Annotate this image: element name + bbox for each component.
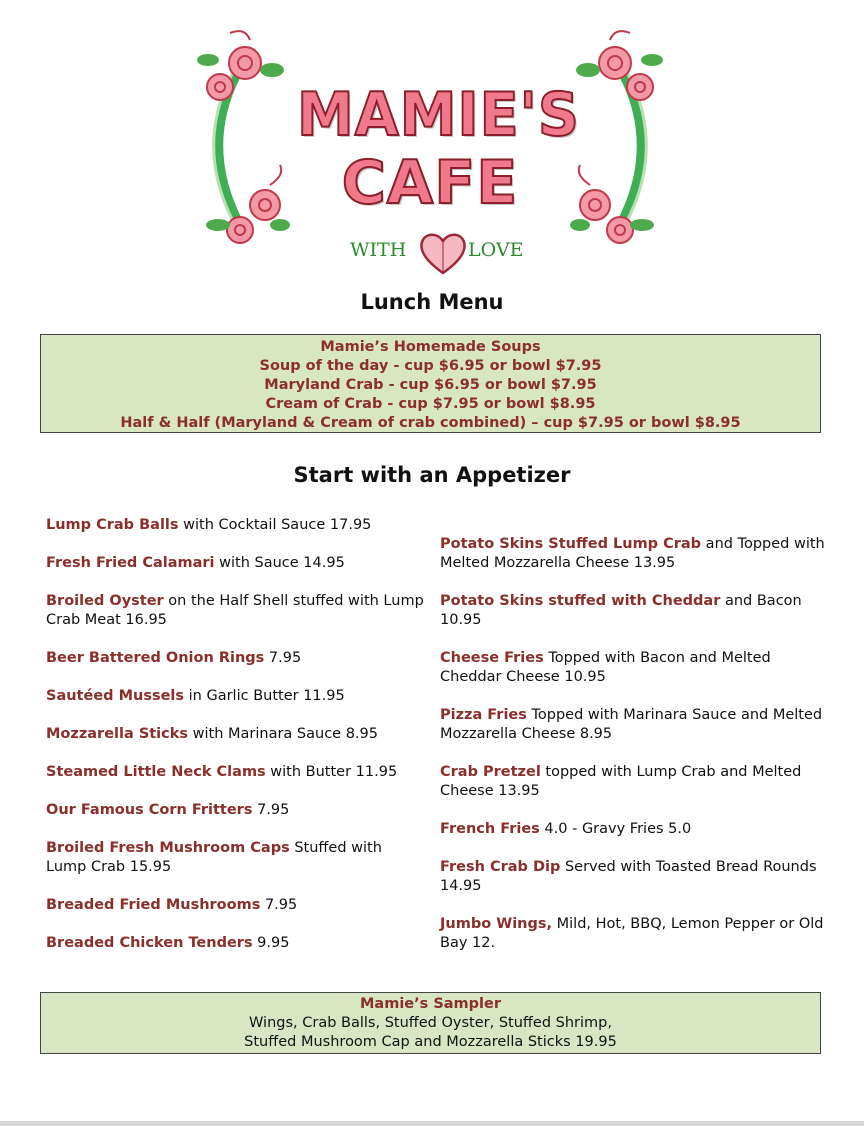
- item-desc: 7.95: [252, 802, 290, 818]
- menu-item: [440, 858, 830, 896]
- item-desc: with Marinara Sauce 8.95: [188, 726, 378, 742]
- menu-item: [46, 687, 426, 706]
- menu-item: [440, 535, 830, 573]
- soup-line: Maryland Crab - cup $6.95 or bowl $7.95: [264, 377, 597, 393]
- item-name: Pizza Fries: [440, 707, 527, 723]
- rose-flourish-icon: [570, 25, 670, 255]
- soups-box: [40, 334, 821, 433]
- item-desc: in Garlic Butter 11.95: [184, 688, 345, 704]
- item-name: Breaded Fried Mushrooms: [46, 897, 261, 913]
- item-name: Mozzarella Sticks: [46, 726, 189, 742]
- item-desc: 7.95: [260, 897, 298, 913]
- soup-line: Half & Half (Maryland & Cream of crab combined) – cup $7.95 or bowl $8.95: [120, 415, 741, 431]
- item-desc: topped with Lump Crab and Melted Cheese 13.95: [440, 764, 802, 799]
- menu-item: [46, 934, 426, 953]
- soup-line: Cream of Crab - cup $7.95 or bowl $8.95: [265, 396, 596, 412]
- menu-item: [46, 554, 426, 573]
- logo-with-text: WITH: [350, 239, 407, 261]
- soups-heading: Mamie’s Homemade Soups: [320, 339, 541, 355]
- item-desc: 9.95: [252, 935, 290, 951]
- item-name: Fresh Fried Calamari: [46, 555, 215, 571]
- soup-line: Soup of the day - cup $6.95 or bowl $7.95: [259, 358, 602, 374]
- menu-title: Lunch Menu: [360, 290, 504, 314]
- item-name: Fresh Crab Dip: [440, 859, 561, 875]
- item-name: Lump Crab Balls: [46, 517, 179, 533]
- menu-item: [440, 706, 830, 744]
- menu-item: [46, 725, 426, 744]
- item-name: Beer Battered Onion Rings: [46, 650, 265, 666]
- sampler-title: Mamie’s Sampler: [360, 996, 501, 1012]
- appetizer-column-left: [46, 516, 426, 972]
- item-desc: Topped with Marinara Sauce and Melted Mozzarella Cheese 8.95: [440, 707, 823, 742]
- menu-item: [46, 592, 426, 630]
- item-name: Breaded Chicken Tenders: [46, 935, 253, 951]
- menu-item: [46, 896, 426, 915]
- logo-love-text: LOVE: [468, 239, 524, 261]
- item-desc: with Sauce 14.95: [214, 555, 345, 571]
- item-desc: Stuffed with Lump Crab 15.95: [46, 840, 382, 875]
- sampler-line-2: Stuffed Mushroom Cap and Mozzarella Sticks 19.95: [244, 1034, 617, 1050]
- item-name: Potato Skins Stuffed Lump Crab: [440, 536, 702, 552]
- item-desc: 7.95: [264, 650, 302, 666]
- menu-item: [440, 592, 830, 630]
- menu-item: [440, 820, 830, 839]
- item-desc: Served with Toasted Bread Rounds 14.95: [440, 859, 817, 894]
- item-name: Our Famous Corn Fritters: [46, 802, 253, 818]
- item-name: Sautéed Mussels: [46, 688, 185, 704]
- item-name: Broiled Fresh Mushroom Caps: [46, 840, 290, 856]
- item-desc: on the Half Shell stuffed with Lump Crab Meat 16.95: [46, 593, 424, 628]
- item-name: Broiled Oyster: [46, 593, 164, 609]
- menu-item: [46, 516, 426, 535]
- sampler-line-1: Wings, Crab Balls, Stuffed Oyster, Stuffed Shrimp,: [249, 1015, 612, 1031]
- item-name: Steamed Little Neck Clams: [46, 764, 266, 780]
- menu-item: [46, 801, 426, 820]
- item-desc: and Bacon 10.95: [440, 593, 802, 628]
- item-desc: and Topped with Melted Mozzarella Cheese 13.95: [440, 536, 825, 571]
- item-desc: with Cocktail Sauce 17.95: [178, 517, 372, 533]
- page-bottom-divider: [0, 1121, 864, 1126]
- item-name: Crab Pretzel: [440, 764, 541, 780]
- sampler-box: [40, 992, 821, 1054]
- item-desc: 4.0 - Gravy Fries 5.0: [539, 821, 692, 837]
- item-desc: Topped with Bacon and Melted Cheddar Cheese 10.95: [440, 650, 771, 685]
- logo-line-2: CAFE: [341, 148, 519, 218]
- cafe-logo: [190, 25, 670, 280]
- item-name: Jumbo Wings,: [440, 916, 553, 932]
- menu-item: [46, 763, 426, 782]
- menu-item: [440, 915, 830, 953]
- logo-line-1: MAMIE'S: [297, 80, 580, 150]
- appetizer-title: Start with an Appetizer: [293, 463, 571, 487]
- item-name: Cheese Fries: [440, 650, 544, 666]
- item-desc: Mild, Hot, BBQ, Lemon Pepper or Old Bay 12.: [440, 916, 824, 951]
- item-name: French Fries: [440, 821, 540, 837]
- heart-icon: [418, 231, 468, 275]
- menu-item: [46, 649, 426, 668]
- menu-item: [440, 649, 830, 687]
- appetizer-column-right: [440, 535, 830, 972]
- menu-item: [46, 839, 426, 877]
- item-desc: with Butter 11.95: [265, 764, 398, 780]
- menu-item: [440, 763, 830, 801]
- item-name: Potato Skins stuffed with Cheddar: [440, 593, 721, 609]
- rose-flourish-icon: [190, 25, 290, 255]
